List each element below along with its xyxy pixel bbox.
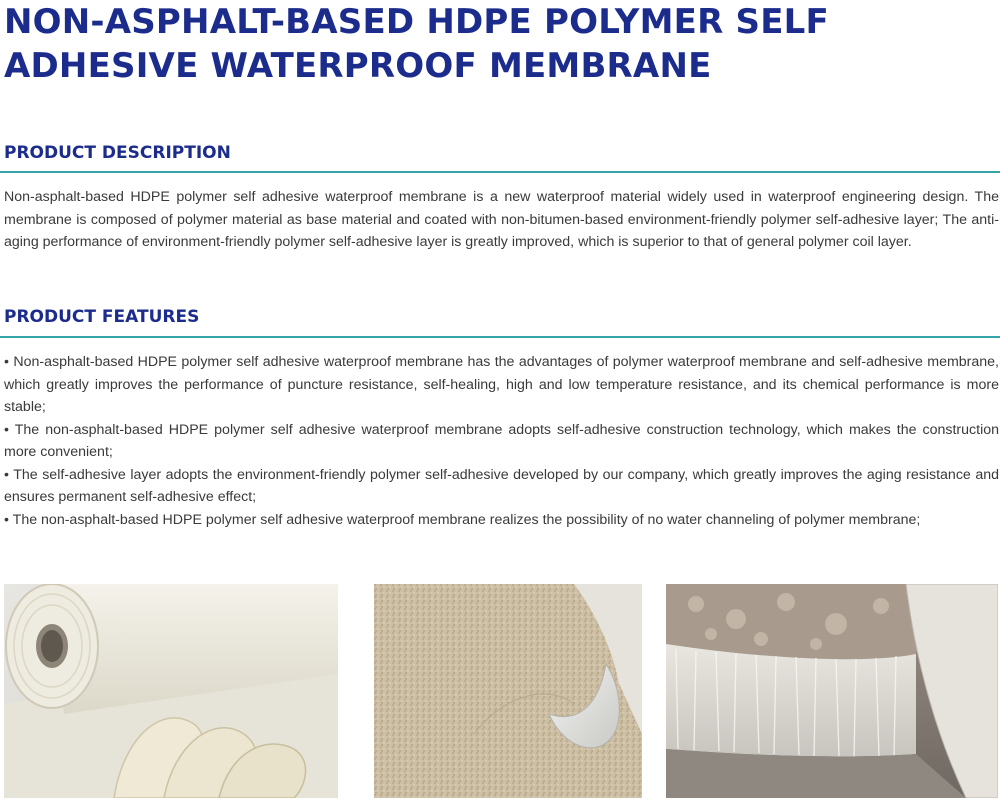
product-photo-adhesion-test: [666, 584, 998, 798]
product-photo-membrane-roll: [4, 584, 338, 798]
sand-surface-image: [374, 584, 642, 798]
product-photo-sand-surface: [374, 584, 642, 798]
section-divider: [0, 336, 1000, 338]
section-divider: [0, 171, 1000, 173]
feature-item: • The non-asphalt-based HDPE polymer self adhesive waterproof membrane realizes the possibility of no water channeling of polymer membrane;: [4, 511, 921, 528]
features-list: [4, 351, 999, 531]
feature-item: • Non-asphalt-based HDPE polymer self adhesive waterproof membrane has the advantages of polymer waterproof membrane and self-adhesive membrane, which greatly improves the performance of puncture resistance, self-healing, high and low temperature resistance, and its chemical performance is more stable;: [4, 354, 999, 415]
page-title: NON-ASPHALT-BASED HDPE POLYMER SELF ADHESIVE WATERPROOF MEMBRANE: [4, 2, 829, 86]
feature-item: • The non-asphalt-based HDPE polymer self adhesive waterproof membrane adopts self-adhesive construction technology, which makes the construction more convenient;: [4, 421, 999, 460]
features-list-container: [4, 351, 999, 531]
product-description-text: Non-asphalt-based HDPE polymer self adhesive waterproof membrane is a new waterproof material widely used in waterproof engineering design. The membrane is composed of polymer material as base material and coated with non-bitumen-based environment-friendly polymer self-adhesive layer; The anti-aging performance of environment-friendly polymer self-adhesive layer is greatly improved, which is superior to that of general polymer coil layer.: [4, 189, 999, 250]
feature-item: • The self-adhesive layer adopts the environment-friendly polymer self-adhesive developed by our company, which greatly improves the aging resistance and ensures permanent self-adhesive effect;: [4, 466, 999, 505]
section-heading-features: PRODUCT FEATURES: [4, 307, 200, 327]
adhesion-test-image: [666, 584, 998, 798]
section-heading-description: PRODUCT DESCRIPTION: [4, 143, 231, 163]
membrane-roll-image: [4, 584, 338, 798]
